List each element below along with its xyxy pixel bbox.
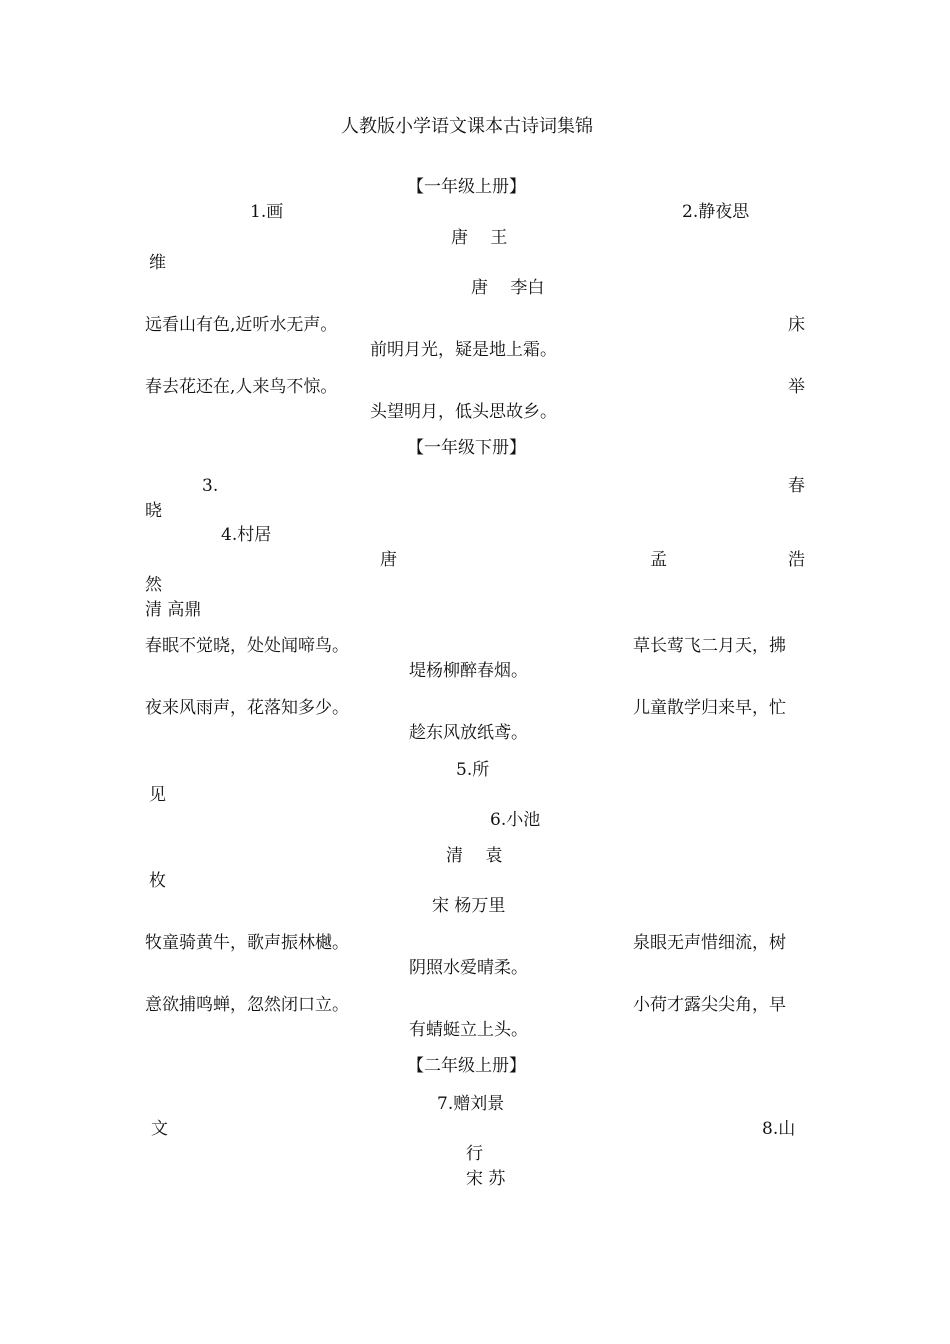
section-heading-grade1-down: 【一年级下册】 — [407, 438, 526, 458]
poem-title-4: 4.村居 — [221, 525, 272, 545]
poem-title-8a: 8.山 — [762, 1119, 796, 1139]
poem-title-5a: 5.所 — [456, 760, 490, 780]
poem-title-3b: 春 — [788, 476, 805, 496]
poem-author-3a: 唐 — [380, 550, 397, 570]
poem-4-line-1b: 堤杨柳醉春烟。 — [409, 661, 528, 681]
poem-3-line-2: 夜来风雨声，花落知多少。 — [145, 698, 349, 718]
poem-4-line-2b: 趁东风放纸鸢。 — [409, 723, 528, 743]
poem-1-line-2: 春去花还在,人来鸟不惊。 — [145, 377, 338, 397]
poem-4-line-1a: 草长莺飞二月天，拂 — [633, 636, 786, 656]
poem-2-line-1a: 床 — [788, 315, 805, 335]
poem-title-6: 6.小池 — [490, 810, 541, 830]
poem-2-line-2b: 头望明月，低头思故乡。 — [370, 402, 557, 422]
poem-1-line-1: 远看山有色,近听水无声。 — [145, 315, 338, 335]
poem-3-line-1: 春眠不觉晓，处处闻啼鸟。 — [145, 636, 349, 656]
poem-title-3c: 晓 — [145, 501, 162, 521]
poem-title-7b: 文 — [151, 1119, 168, 1139]
poem-2-line-1b: 前明月光，疑是地上霜。 — [370, 340, 557, 360]
poem-2-line-2a: 举 — [788, 377, 805, 397]
poem-author-5a: 清 袁 — [446, 846, 503, 866]
poem-author-5b: 枚 — [149, 871, 166, 891]
poem-5-line-1: 牧童骑黄牛，歌声振林樾。 — [145, 933, 349, 953]
page-title: 人教版小学语文课本古诗词集锦 — [341, 116, 593, 137]
poem-author-3b: 孟 — [650, 550, 667, 570]
poem-4-line-2a: 儿童散学归来早，忙 — [633, 698, 786, 718]
poem-title-2: 2.静夜思 — [682, 202, 750, 222]
poem-title-7a: 7.赠刘景 — [437, 1094, 505, 1114]
poem-author-4: 清 高鼎 — [145, 600, 202, 620]
poem-author-2: 唐 李白 — [471, 278, 545, 298]
poem-author-7: 宋 苏 — [466, 1169, 506, 1189]
poem-6-line-1b: 阴照水爱晴柔。 — [409, 958, 528, 978]
poem-title-1: 1.画 — [250, 202, 284, 222]
poem-6-line-1a: 泉眼无声惜细流，树 — [633, 933, 786, 953]
poem-6-line-2b: 有蜻蜓立上头。 — [409, 1020, 528, 1040]
poem-author-3c: 浩 — [788, 550, 805, 570]
poem-author-3d: 然 — [145, 575, 162, 595]
section-heading-grade1-up: 【一年级上册】 — [407, 177, 526, 197]
poem-title-5b: 见 — [149, 785, 166, 805]
poem-title-8b: 行 — [466, 1144, 483, 1164]
poem-5-line-2: 意欲捕鸣蝉，忽然闭口立。 — [145, 995, 349, 1015]
poem-author-1b: 维 — [149, 253, 166, 273]
poem-title-3a: 3. — [202, 476, 219, 496]
poem-6-line-2a: 小荷才露尖尖角，早 — [633, 995, 786, 1015]
poem-author-6: 宋 杨万里 — [432, 896, 506, 916]
section-heading-grade2-up: 【二年级上册】 — [407, 1056, 526, 1076]
poem-author-1a: 唐 王 — [451, 228, 508, 248]
